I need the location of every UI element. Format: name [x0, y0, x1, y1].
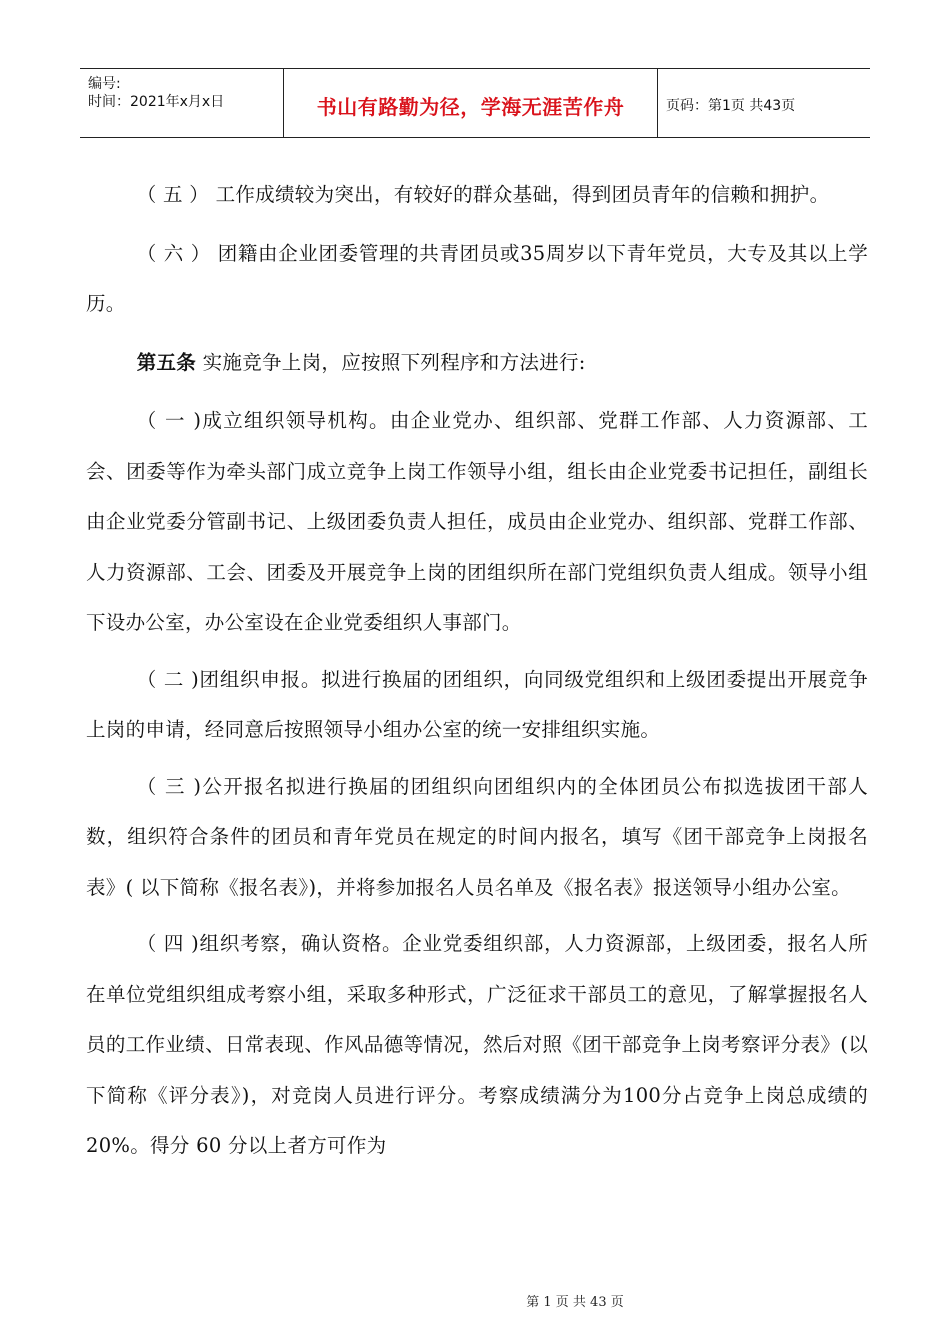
date-label: 时间：2021年x月x日: [88, 94, 225, 110]
paragraph-item-6: （ 六 ） 团籍由企业团委管理的共青团员或35周岁以下青年党员，大专及其以上学历。: [86, 241, 868, 315]
paragraph-step-4: （ 四 )组织考察，确认资格。企业党委组织部，人力资源部，上级团委，报名人所在单位党组织组成考察小组，采取多种形式，广泛征求干部员工的意见，了解掌握报名人员的工作业绩、日常表现、作风品德等情况，然后对照《团干部竞争上岗考察评分表》(以下简称《评分表》)，对竞岗人员进行评分。考察成绩满分为100分占竞争上岗总成绩的20%。得分 60 分以上者方可作为: [86, 932, 868, 1157]
article-text: 实施竞争上岗，应按照下列程序和方法进行:: [196, 350, 586, 374]
document-header: [80, 68, 870, 138]
number-label: 编号:: [88, 76, 121, 92]
page-footer: [0, 1291, 950, 1310]
article-5-heading: [86, 338, 868, 389]
footer-page-number: 第 1 页 共 43 页: [526, 1295, 624, 1310]
paragraph-step-3: （ 三 )公开报名拟进行换届的团组织向团组织内的全体团员公布拟选拔团干部人数，组织符合条件的团员和青年党员在规定的时间内报名，填写《团干部竞争上岗报名表》( 以下简称《报名表》)，并将参加报名人员名单及《报名表》报送领导小组办公室。: [86, 774, 868, 899]
header-motto-cell: [284, 69, 658, 137]
header-page-info: 页码：第1页 共43页: [666, 98, 796, 114]
paragraph-step-2: （ 二 )团组织申报。拟进行换届的团组织，向同级党组织和上级团委提出开展竞争上岗的申请，经同意后按照领导小组办公室的统一安排组织实施。: [86, 667, 868, 741]
document-body: [86, 170, 868, 1172]
article-title: 第五条: [136, 350, 197, 374]
header-motto: 书山有路勤为径，学海无涯苦作舟: [316, 95, 625, 119]
paragraph-item-5: （ 五 ） 工作成绩较为突出，有较好的群众基础，得到团员青年的信赖和拥护。: [136, 183, 830, 206]
paragraph-step-1: （ 一 )成立组织领导机构。由企业党办、组织部、党群工作部、人力资源部、工会、团委等作为牵头部门成立竞争上岗工作领导小组，组长由企业党委书记担任，副组长由企业党委分管副书记、上级团委负责人担任，成员由企业党办、组织部、党群工作部、人力资源部、工会、团委及开展竞争上岗的团组织所在部门党组织负责人组成。领导小组下设办公室，办公室设在企业党委组织人事部门。: [86, 409, 868, 634]
header-page-cell: [658, 69, 870, 137]
header-meta-cell: [80, 69, 284, 137]
